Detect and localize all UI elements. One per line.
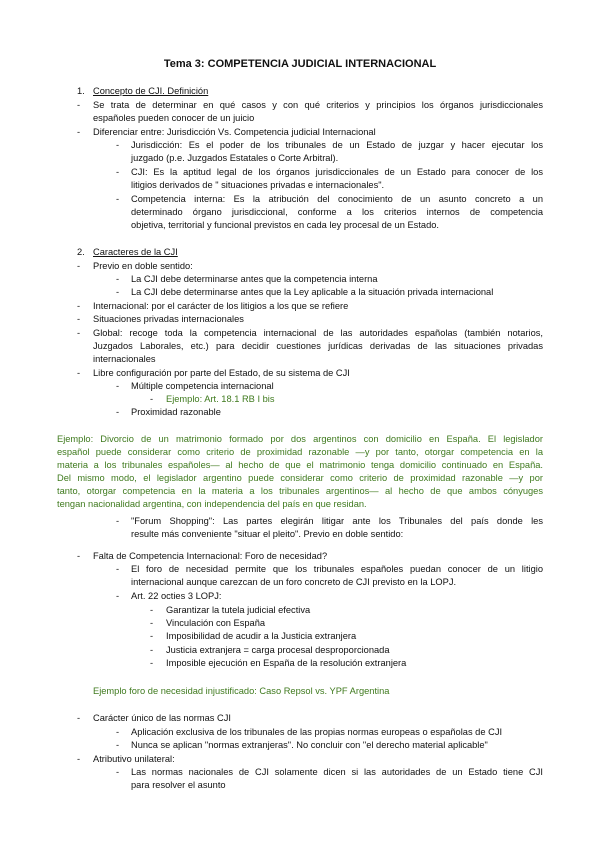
sub-sub-bullet: - xyxy=(150,645,154,655)
dash-bullet: - xyxy=(77,551,81,561)
competencia-interna-line-1: Competencia interna: Es la atribución del conocimiento de un asunto concreto a un xyxy=(131,194,543,204)
art-22-octies: Art. 22 octies 3 LOPJ: xyxy=(131,591,222,601)
jurisdiccion-line-2: juzgado (p.e. Juzgados Estatales o Corte Arbitral). xyxy=(131,153,339,163)
section-1-paragraph-1-line-2: españoles pueden conocer de un juicio xyxy=(93,113,255,123)
ejemplo-art-18: Ejemplo: Art. 18.1 RB I bis xyxy=(166,394,275,404)
libre-configuracion-item: Libre configuración por parte del Estado, de su sistema de CJI xyxy=(93,368,350,378)
section-1-heading: Concepto de CJI. Definición xyxy=(93,86,209,96)
dash-bullet: - xyxy=(77,261,81,271)
dash-bullet: - xyxy=(77,328,81,338)
sub-bullet: - xyxy=(116,140,120,150)
list-item: Garantizar la tutela judicial efectiva xyxy=(166,605,311,615)
competencia-interna-line-2: determinado órgano jurisdiccional, conforme a los criterios internos de competencia xyxy=(131,207,543,217)
sub-bullet: - xyxy=(116,194,120,204)
sub-bullet: - xyxy=(116,591,120,601)
example-line-4: Del mismo modo, el legislador argentino puede considerar como criterio de proximidad razonable —y por xyxy=(57,473,543,483)
falta-heading: Falta de Competencia Internacional: Foro de necesidad? xyxy=(93,551,328,561)
competencia-interna-line-3: objetiva, territorial y funcional previstos en cada ley procesal de un Estado. xyxy=(131,220,440,230)
list-item: Imposibilidad de acudir a la Justicia extranjera xyxy=(166,631,357,641)
sub-sub-bullet: - xyxy=(150,631,154,641)
jurisdiccion-line-1: Jurisdicción: Es el poder de los tribunales de un Estado de juzgar y hacer ejecutar los xyxy=(131,140,543,150)
dash-bullet: - xyxy=(77,301,81,311)
dash-bullet: - xyxy=(77,127,81,137)
caracter-item-b: Nunca se aplican "normas extranjeras". No concluir con "el derecho material aplicable" xyxy=(131,740,488,750)
previo-heading: Previo en doble sentido: xyxy=(93,261,193,271)
dash-bullet: - xyxy=(77,314,81,324)
caracter-unico-heading: Carácter único de las normas CJI xyxy=(93,713,231,723)
sub-sub-bullet: - xyxy=(150,618,154,628)
global-line-3: internacionales xyxy=(93,354,156,364)
previo-item-b: La CJI debe determinarse antes que la Ley aplicable a la situación privada internacional xyxy=(131,287,494,297)
example-line-2: español puede considerar como criterio de proximidad razonable —y por tanto, otorgar competencia en la xyxy=(57,447,543,457)
cji-line-1: CJI: Es la aptitud legal de los órganos jurisdiccionales de un Estado para conocer de los xyxy=(131,167,543,177)
section-1-paragraph-1-line-1: Se trata de determinar en qué casos y con qué criterios y principios los órganos jurisdiccionales xyxy=(93,100,543,110)
list-item: Justicia extranjera = carga procesal desproporcionada xyxy=(166,645,390,655)
global-line-1: Global: recoge toda la competencia internacional de las autoridades españolas (también notarios, xyxy=(93,328,543,338)
example-line-5: tanto, otorgar competencia en la materia a los tribunales argentinos— al hecho de que ambos cónyuges xyxy=(57,486,543,496)
sub-bullet: - xyxy=(116,767,120,777)
forum-shopping-line-2: resulte más conveniente "situar el pleito". Previo en doble sentido: xyxy=(131,529,404,539)
sub-bullet: - xyxy=(116,274,120,284)
section-2-heading: Caracteres de la CJI xyxy=(93,247,178,257)
sub-bullet: - xyxy=(116,727,120,737)
sub-sub-bullet: - xyxy=(150,658,154,668)
foro-necesidad-line-1: El foro de necesidad permite que los tribunales españoles puedan conocer de un litigio xyxy=(131,564,543,574)
sub-bullet: - xyxy=(116,381,120,391)
dash-bullet: - xyxy=(77,100,81,110)
sub-sub-bullet: - xyxy=(150,605,154,615)
list-item: Vinculación con España xyxy=(166,618,266,628)
section-1-paragraph-2: Diferenciar entre: Jurisdicción Vs. Competencia judicial Internacional xyxy=(93,127,376,137)
page-title: Tema 3: COMPETENCIA JUDICIAL INTERNACIONAL xyxy=(163,58,437,70)
sub-bullet: - xyxy=(116,287,120,297)
cji-line-2: litigios derivados de " situaciones privadas e internacionales". xyxy=(131,180,385,190)
sub-bullet: - xyxy=(116,167,120,177)
forum-shopping-line-1: "Forum Shopping": Las partes elegirán litigar ante los Tribunales del país donde les xyxy=(131,516,543,526)
dash-bullet: - xyxy=(77,754,81,764)
sub-sub-bullet: - xyxy=(150,394,154,404)
dash-bullet: - xyxy=(77,713,81,723)
previo-item-a: La CJI debe determinarse antes que la competencia interna xyxy=(131,274,378,284)
caracter-item-a: Aplicación exclusiva de los tribunales de las propias normas europeas o españolas de CJI xyxy=(131,727,503,737)
normas-nacionales-line-2: para resolver el asunto xyxy=(131,780,226,790)
internacional-item: Internacional: por el carácter de los litigios a los que se refiere xyxy=(93,301,349,311)
foro-necesidad-line-2: internacional aunque carezcan de un foro concreto de CJI previsto en la LOPJ. xyxy=(131,577,457,587)
section-2-number: 2. xyxy=(77,247,85,257)
list-item: Imposible ejecución en España de la resolución extranjera xyxy=(166,658,407,668)
multiple-competencia-item: Múltiple competencia internacional xyxy=(131,381,274,391)
sub-bullet: - xyxy=(116,740,120,750)
normas-nacionales-line-1: Las normas nacionales de CJI solamente dicen si las autoridades de un Estado tiene CJI xyxy=(131,767,543,777)
situaciones-item: Situaciones privadas internacionales xyxy=(93,314,244,324)
sub-bullet: - xyxy=(116,516,120,526)
example-line-6: tengan nacionalidad argentina, con independencia del país en que residan. xyxy=(57,499,367,509)
sub-bullet: - xyxy=(116,407,120,417)
dash-bullet: - xyxy=(77,368,81,378)
ejemplo-repsol: Ejemplo foro de necesidad injustificado: Caso Repsol vs. YPF Argentina xyxy=(93,686,390,696)
example-line-3: materia a los tribunales españoles— al hecho de que el matrimonio tenga domicilio continuado en España. xyxy=(57,460,543,470)
sub-bullet: - xyxy=(116,564,120,574)
global-line-2: Juzgados Laborales, etc.) para decidir cuestiones jurídicas derivadas de las situaciones privadas xyxy=(93,341,543,351)
section-1-number: 1. xyxy=(77,86,85,96)
atributivo-heading: Atributivo unilateral: xyxy=(93,754,175,764)
example-line-1: Ejemplo: Divorcio de un matrimonio formado por dos argentinos con domicilio en España. El legislador xyxy=(57,434,543,444)
proximidad-item: Proximidad razonable xyxy=(131,407,221,417)
